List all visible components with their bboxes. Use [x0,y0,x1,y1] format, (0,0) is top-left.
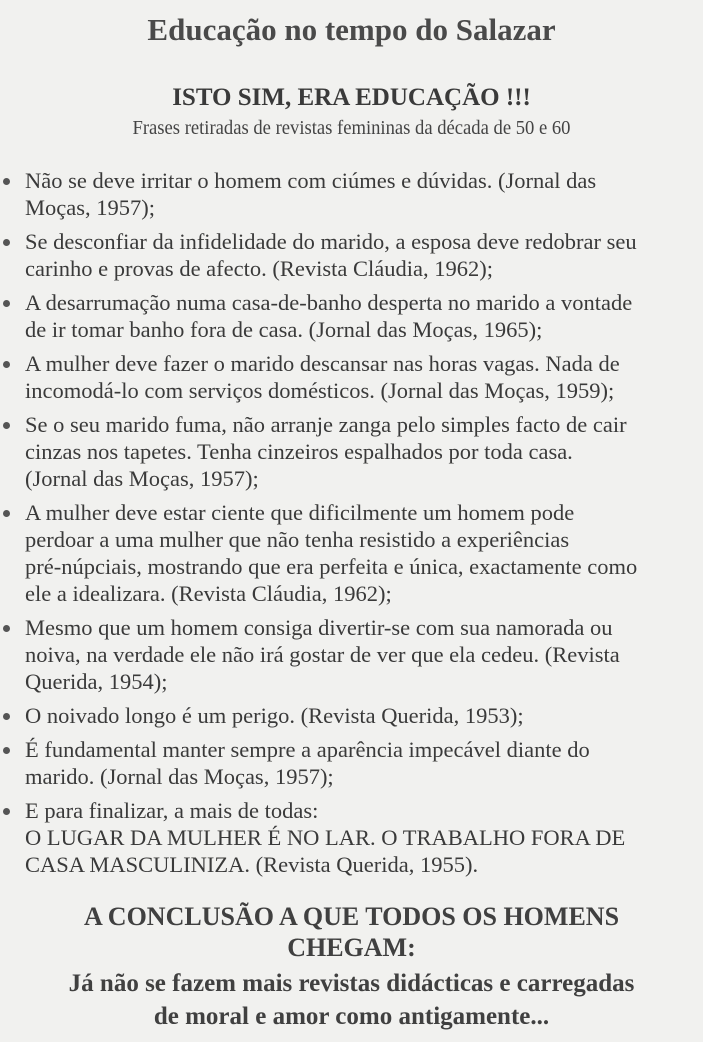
list-item [0,702,703,729]
list-item-text: É fundamental manter sempre a aparência impecável diante do [25,737,590,762]
list-item-text: O noivado longo é um perigo. (Revista Querida, 1953); [25,703,524,728]
list-item [0,350,703,404]
list-item [0,614,703,695]
list-item-text: perdoar a uma mulher que não tenha resistido a experiências [25,527,570,552]
list-item-text: Não se deve irritar o homem com ciúmes e dúvidas. (Jornal das [25,168,597,193]
conclusion-heading: A CONCLUSÃO A QUE TODOS OS HOMENS [83,902,620,931]
list-item [0,797,703,878]
list-item [0,167,703,221]
list-item [0,228,703,282]
list-item-text: A mulher deve estar ciente que dificilmente um homem pode [25,500,575,525]
bullet-icon [3,713,10,720]
list-item-text: Se desconfiar da infidelidade do marido, a esposa deve redobrar seu [25,229,637,254]
bullet-icon [3,422,10,429]
list-item-text: noiva, na verdade ele não irá gostar de ver que ela cedeu. (Revista [25,642,620,667]
bullet-icon [3,747,10,754]
list-item [0,499,703,607]
list-item-text: CASA MASCULINIZA. (Revista Querida, 1955). [25,852,479,877]
list-item-text: incomodá-lo com serviços domésticos. (Jornal das Moças, 1959); [25,378,615,403]
bullet-icon [3,625,10,632]
list-item-text: A desarrumação numa casa-de-banho desperta no marido a vontade [25,290,633,315]
bullet-icon [3,178,10,185]
list-item-text: cinzas nos tapetes. Tenha cinzeiros espalhados por toda casa. [25,439,573,464]
bullet-icon [3,361,10,368]
list-item [0,411,703,492]
bullet-icon [3,239,10,246]
list-item-text: A mulher deve fazer o marido descansar nas horas vagas. Nada de [25,351,620,376]
conclusion-text-cont: de moral e amor como antigamente... [153,1003,550,1030]
list-item-text: E para finalizar, a mais de todas: [25,798,319,823]
conclusion-heading-cont: CHEGAM: [287,933,416,962]
list-item-text: Mesmo que um homem consiga divertir-se com sua namorada ou [25,615,613,640]
section-heading: ISTO SIM, ERA EDUCAÇÃO !!! [172,84,531,111]
document-title: Educação no tempo do Salazar [147,12,556,47]
list-item-text: marido. (Jornal das Moças, 1957); [25,764,334,789]
bullet-icon [3,510,10,517]
list-item-text: de ir tomar banho fora de casa. (Jornal das Moças, 1965); [25,317,543,342]
bullet-icon [3,300,10,307]
list-item-text: O LUGAR DA MULHER É NO LAR. O TRABALHO FORA DE [25,825,626,850]
subtitle: Frases retiradas de revistas femininas da década de 50 e 60 [132,117,571,139]
list-item-text: Moças, 1957); [25,195,155,220]
list-item-text: (Jornal das Moças, 1957); [25,466,259,491]
list-item-text: ele a idealizara. (Revista Cláudia, 1962); [25,581,392,606]
list-item-text: carinho e provas de afecto. (Revista Cláudia, 1962); [25,256,493,281]
list-item-text: Se o seu marido fuma, não arranje zanga pelo simples facto de cair [25,412,627,437]
conclusion-text: Já não se fazem mais revistas didácticas e carregadas [68,970,635,997]
list-item [0,289,703,343]
list-item-text: Querida, 1954); [25,669,168,694]
quotes-list [0,167,703,885]
list-item-text: pré-núpciais, mostrando que era perfeita e única, exactamente como [25,554,638,579]
list-item [0,736,703,790]
bullet-icon [3,808,10,815]
